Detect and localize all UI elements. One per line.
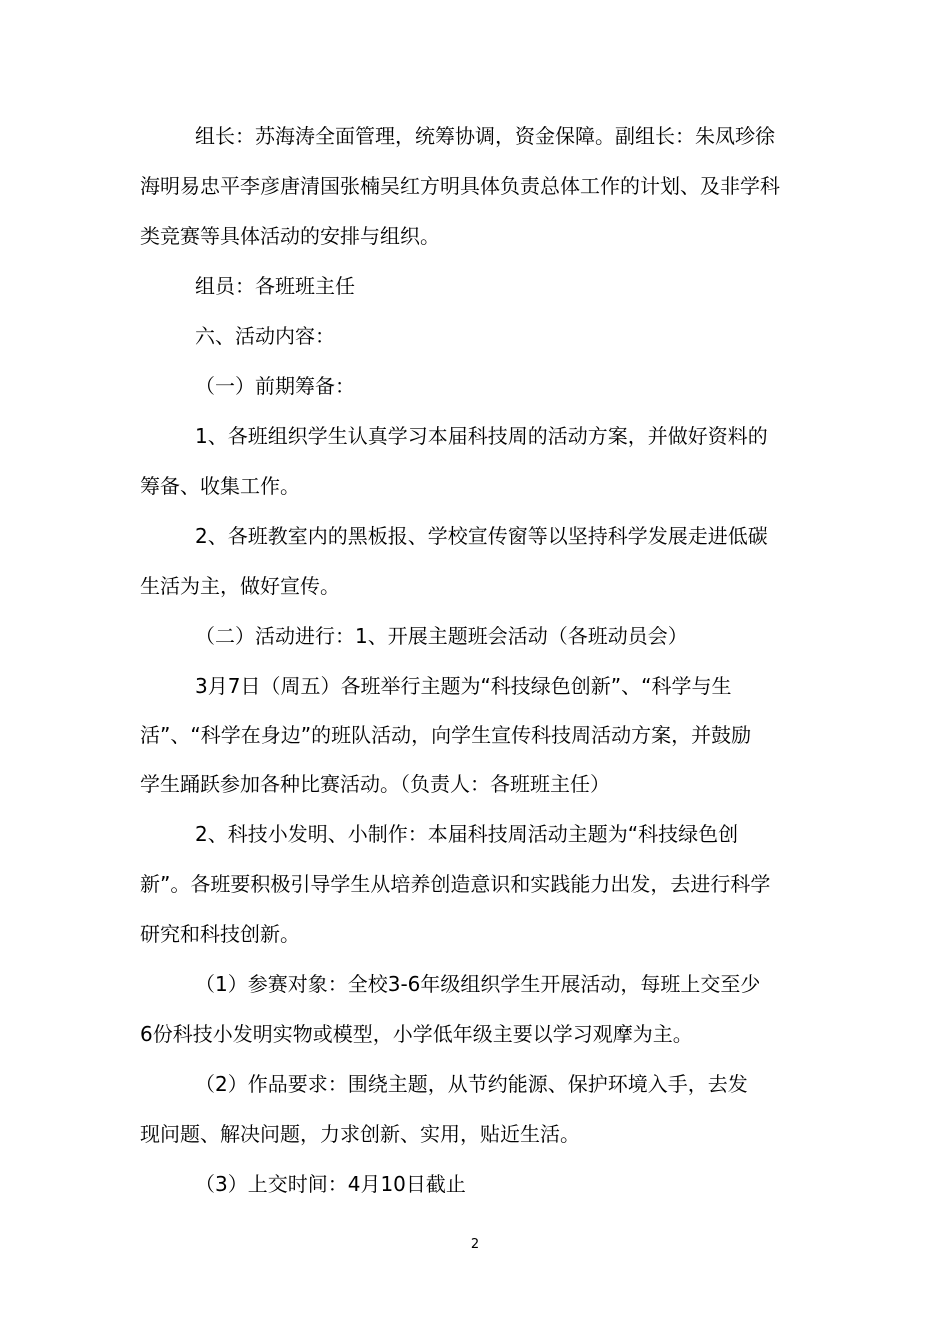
text-line: 2、科技小发明、小制作：本届科技周活动主题为“科技绿色创 xyxy=(195,822,739,846)
section-heading: 六、活动内容： xyxy=(195,324,335,348)
text-line: 1、各班组织学生认真学习本届科技周的活动方案，并做好资料的 xyxy=(195,424,768,448)
text-line: （3）上交时间：4月10日截止 xyxy=(195,1172,466,1196)
text-line: 2、各班教室内的黑板报、学校宣传窗等以坚持科学发展走进低碳 xyxy=(195,524,768,548)
page-number: 2 xyxy=(470,1237,480,1252)
text-line: 组员：各班班主任 xyxy=(195,274,355,298)
text-line: 筹备、收集工作。 xyxy=(140,474,300,498)
text-line: 生活为主，做好宣传。 xyxy=(140,574,340,598)
text-line: 海明易忠平李彦唐清国张楠吴红方明具体负责总体工作的计划、及非学科 xyxy=(140,174,780,198)
text-line: 类竞赛等具体活动的安排与组织。 xyxy=(140,224,440,248)
subsection-heading: （一）前期筹备： xyxy=(195,374,355,398)
text-line: 现问题、解决问题，力求创新、实用，贴近生活。 xyxy=(140,1122,580,1146)
subsection-heading: （二）活动进行：1、开展主题班会活动（各班动员会） xyxy=(195,624,688,648)
text-line: （2）作品要求：围绕主题，从节约能源、保护环境入手，去发 xyxy=(195,1072,748,1096)
text-line: 新”。各班要积极引导学生从培养创造意识和实践能力出发，去进行科学 xyxy=(140,872,771,896)
text-line: 活”、“科学在身边”的班队活动，向学生宣传科技周活动方案，并鼓励 xyxy=(140,723,752,747)
text-line: 组长：苏海涛全面管理，统筹协调，资金保障。副组长：朱凤珍徐 xyxy=(195,124,775,148)
text-line: 学生踊跃参加各种比赛活动。（负责人：各班班主任） xyxy=(140,772,610,796)
text-line: 3月7日（周五）各班举行主题为“科技绿色创新”、“科学与生 xyxy=(195,674,732,698)
text-line: 研究和科技创新。 xyxy=(140,922,300,946)
text-line: 6份科技小发明实物或模型，小学低年级主要以学习观摩为主。 xyxy=(140,1022,693,1046)
text-line: （1）参赛对象：全校3-6年级组织学生开展活动，每班上交至少 xyxy=(195,972,761,996)
